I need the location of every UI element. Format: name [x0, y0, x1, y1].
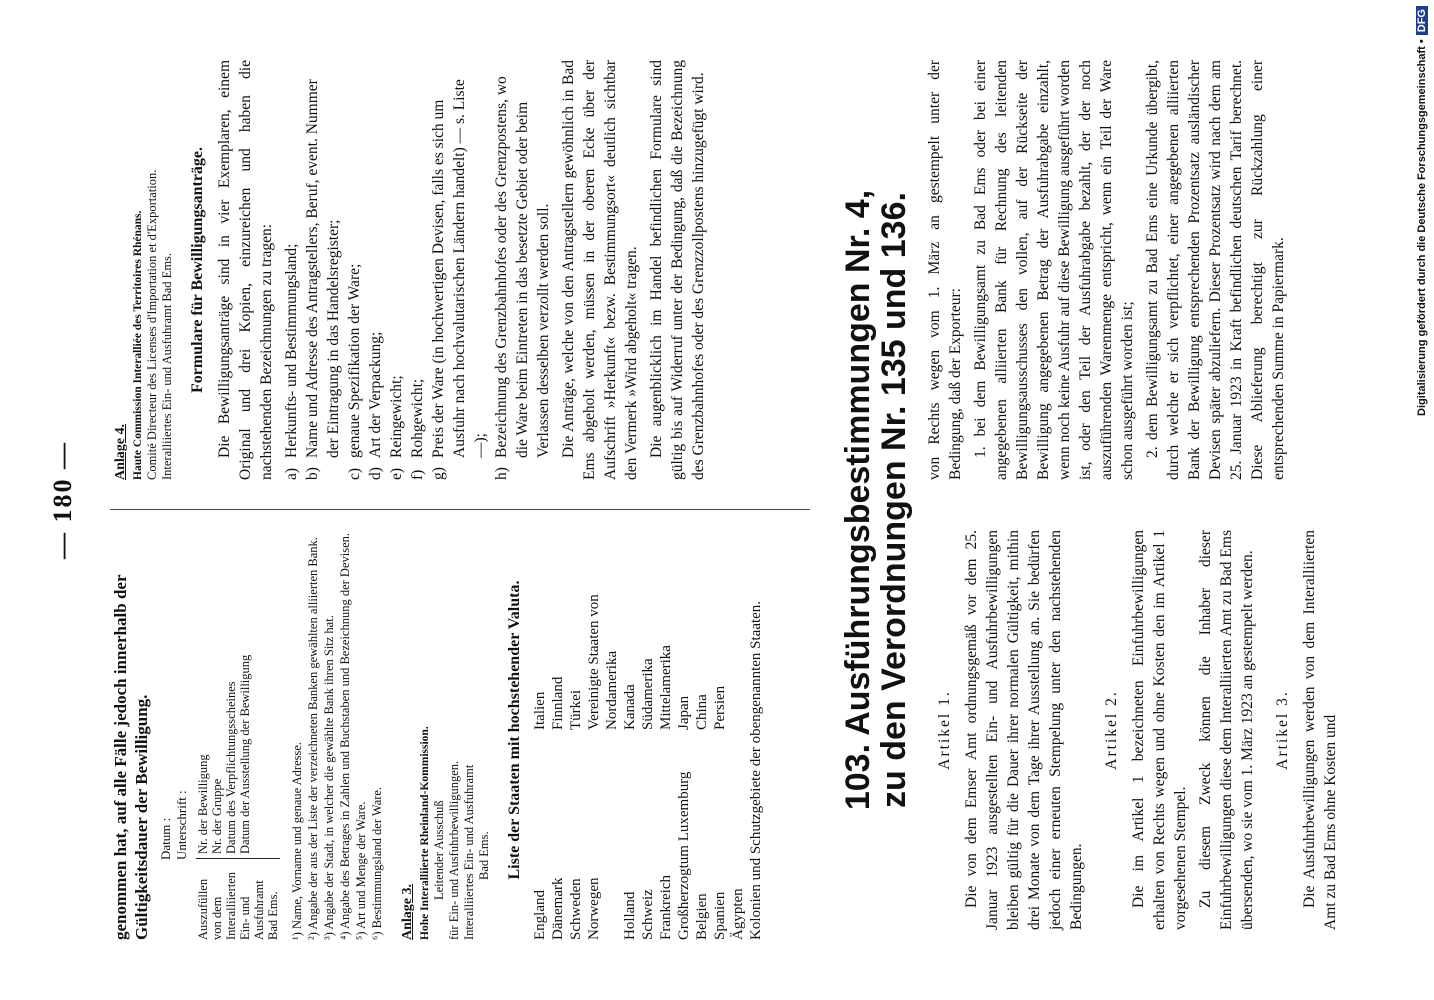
- article-text: von Rechts wegen vom 1. März an gestempelt unter der Bedingung, daß der Exporteur:: [926, 60, 964, 480]
- footnotes: [290, 520, 385, 940]
- anlage-4-header-line: Interalliiertes Ein- und Ausfuhramt Bad Ems.: [160, 252, 174, 480]
- country: Finnland: [550, 676, 566, 730]
- section-heading: [840, 60, 912, 940]
- list-text: Bezeichnung des Grenzbahnhofes oder des Grenzpostens, wo die Ware beim Eintreten in das besetzte Gebiet oder beim Verlassen desselben verzollt werden soll.: [493, 76, 552, 458]
- article-text: Zu diesem Zweck können die Inhaber dieser Einfuhrbewilligungen diese dem Interalliierten Amt zu Bad Ems übersenden, wo sie vom 1. März 1923 an gestempelt werden.: [1197, 530, 1256, 930]
- left-column-bottom: [920, 530, 1345, 930]
- datum-label: Datum :: [158, 817, 173, 860]
- office-use-grid: [196, 520, 280, 940]
- country: Spanien: [712, 891, 728, 940]
- section-heading-line: 103. Ausführungsbestimmungen Nr. 4,: [839, 189, 877, 811]
- country: China: [694, 694, 710, 730]
- list-text: Preis der Ware (in hochwertigen Devisen, falls es sich um Ausfuhr nach hochvalutarischen Ländern handelt) — s. Liste —);: [430, 79, 489, 458]
- field-label: Nr. der Gruppe: [210, 778, 224, 854]
- country: [729, 520, 747, 730]
- article-text: 2. dem Bewilligungsamt zu Bad Ems eine Urkunde übergibt, durch welche er sich verpflichtet, einer angegebenen alliierten Bank der Bewilligung entsprechenden Prozentsatz ausländischer Devisen später abzuliefern. Dieser Prozentsatz wird nach dem am 25. Januar 1923 in Kraft befindlichen deutschen Tarif berechnet. Diese Ablieferung berechtigt zur Rückzahlung einer entsprechenden Summe in Papiermark.: [1144, 60, 1287, 480]
- footnote: ⁵) Art und Menge der Ware.: [354, 801, 368, 940]
- list-item: [428, 60, 491, 480]
- country: Schweiz: [640, 889, 656, 940]
- country-list-heading: Liste der Staaten mit hochstehender Valuta.: [506, 580, 523, 880]
- footnote: ¹) Name, Vorname und genaue Adresse.: [290, 741, 304, 940]
- list-text: Herkunfts- und Bestimmungsland;: [283, 243, 300, 458]
- footnote: ⁴) Angabe des Betrages in Zahlen und Buchstaben und Bezeichnung der Devisen.: [338, 532, 352, 940]
- anlage-4-header-line: Haute Commission Interalliée des Territoires Rhénans.: [132, 210, 144, 480]
- country: Dänemark: [550, 877, 566, 940]
- section-heading-line: zu den Verordnungen Nr. 135 und 136.: [875, 192, 913, 808]
- column-divider: [110, 509, 810, 510]
- list-item: [491, 60, 554, 480]
- country: Vereinigte Staaten von Nordamerika: [586, 594, 620, 730]
- country: Ägypten: [730, 888, 746, 940]
- list-item: [407, 60, 428, 480]
- field-label: Datum des Verpflichtungsscheines: [224, 681, 238, 854]
- article-heading: Artikel 2.: [1103, 690, 1120, 770]
- dfg-note: [1416, 6, 1428, 996]
- list-text: Name und Adresse des Antragstellers, Beruf, event. Nummer der Eintragung in das Handelsregister;: [304, 79, 342, 458]
- office-use-label: Auszufüllen von dem Interalliierten Ein- und Ausfuhramt Bad Ems.: [196, 858, 280, 940]
- anlage-4-title: Anlage 4.: [113, 424, 128, 480]
- country: Belgien: [694, 893, 710, 940]
- country: Norwegen: [586, 877, 602, 940]
- country: England: [532, 890, 548, 940]
- country: Holland: [622, 891, 638, 940]
- list-text: Rohgewicht;: [409, 378, 426, 458]
- formulare-intro: Die Bewilligungsanträge sind in vier Exemplaren, einem Original und drei Kopien, einzureichen und haben die nachstehenden Bezeichnungen zu tragen:: [216, 60, 275, 480]
- list-key: c): [346, 467, 363, 480]
- country: Großherzogtum Luxemburg: [676, 771, 692, 940]
- anlage-3-header-line: Leitender Ausschuß: [432, 800, 446, 900]
- footnote: ⁶) Bestimmungsland der Ware.: [370, 786, 384, 940]
- country-list: [531, 520, 747, 940]
- right-column-bottom: [920, 60, 1293, 480]
- country: Japan: [676, 695, 692, 730]
- list-item: [302, 60, 344, 480]
- dfg-logo: DFG: [1416, 6, 1428, 35]
- list-key: g): [430, 467, 447, 480]
- formulare-heading: Formulare für Bewilligungsanträge.: [189, 146, 206, 394]
- list-item: [344, 60, 365, 480]
- anlage-4-header-line: Comité Directeur des Licenses d'Importation et d'Exportation.: [145, 169, 159, 480]
- list-key: d): [367, 467, 384, 480]
- list-text: genaue Spezifikation der Ware;: [346, 263, 363, 458]
- list-key: e): [388, 467, 405, 480]
- field-label: Datum der Ausstellung der Bewilligung: [238, 654, 252, 854]
- right-column-top: [110, 60, 713, 480]
- footnote: ²) Angabe der aus der Liste der verzeichneten Banken gewählten alliierten Bank.: [306, 537, 320, 940]
- left-column-top: [110, 520, 765, 940]
- article-text: Die Ausfuhrbewilligungen werden von dem Interalliierten Amt zu Bad Ems ohne Kosten und: [1301, 530, 1339, 930]
- article-text: Die von dem Emser Amt ordnungsgemäß vor dem 25. Januar 1923 ausgestellten Ein- und Ausfuhrbewilligungen bleiben gültig für die Dauer ihrer normalen Gültigkeit, mithin drei Monate von dem Tage ihrer Ausstellung an. Sie bedürfen jedoch einer erneuten Stempelung unter den nachstehenden Bedingungen.: [963, 530, 1085, 930]
- field-label: Nr. der Bewilligung: [196, 754, 210, 854]
- country: Türkei: [568, 690, 584, 730]
- dfg-note-text: Digitalisierung gefördert durch die Deutsche Forschungsgemeinschaft •: [1416, 39, 1428, 416]
- country: Frankreich: [658, 875, 674, 940]
- list-item: [281, 60, 302, 480]
- anlage-3-title: Anlage 3.: [400, 884, 415, 940]
- unterschrift-label: Unterschrift :: [174, 790, 189, 860]
- country: Südamerika: [640, 658, 656, 730]
- paragraph: Die augenblicklich im Handel befindlichen Formulare sind gültig bis auf Widerruf unter der Bedingung, daß die Bezeichnung des Grenzbahnhofes oder des Grenzzollpostens hinzugefügt wird.: [648, 60, 707, 480]
- country: Mittelamerika: [658, 645, 674, 730]
- dfg-sidebar: [1416, 6, 1430, 996]
- list-text: Reingewicht;: [388, 375, 405, 458]
- article-heading: Artikel 1.: [936, 690, 953, 770]
- list-item: [386, 60, 407, 480]
- country: Italien: [532, 691, 548, 730]
- country: Persien: [712, 685, 728, 730]
- anlage-3-header-line: Interalliiertes Ein- und Ausfuhramt: [462, 764, 476, 940]
- signature-block: [158, 520, 190, 900]
- office-use-fields: [196, 520, 280, 858]
- article-heading: Artikel 3.: [1274, 690, 1291, 770]
- list-key: h): [493, 467, 510, 480]
- colonies-line: Kolonien und Schutzgebiete der obengenannten Staaten.: [748, 600, 764, 940]
- intro-text: genommen hat, auf alle Fälle jedoch innerhalb der Gültigkeitsdauer der Bewilligung.: [111, 574, 151, 940]
- country: Kanada: [622, 684, 638, 730]
- list-text: Art der Verpackung;: [367, 331, 384, 458]
- footnote: ³) Angabe der Stadt, in welcher die gewählte Bank ihren Sitz hat.: [322, 615, 336, 940]
- list-item: [365, 60, 386, 480]
- anlage-3-header-line: Hohe Interalliierte Rheinland-Kommission.: [419, 726, 431, 940]
- anlage-3-header-line: Bad Ems.: [477, 831, 491, 880]
- article-text: 1. bei dem Bewilligungsamt zu Bad Ems oder bei einer angegebenen alliierten Bank für Rechnung des leitenden Bewilligungsausschusses den vollen, auf der Rückseite der Bewilligung angegebenen Betrag der Ausfuhrabgabe einzahlt, wenn noch keine Ausfuhr auf diese Bewilligung ausgeführt worden ist, oder den Teil der Ausfuhrabgabe bezahlt, der der noch auszuführenden Warenmenge entspricht, wenn ein Teil der Ware schon ausgeführt worden ist;: [972, 60, 1136, 480]
- country: Schweden: [568, 878, 584, 940]
- anlage-3-header-line: für Ein- und Ausfuhrbewilligungen.: [447, 760, 461, 940]
- list-key: a): [283, 467, 300, 480]
- page-number: — 180 —: [48, 441, 77, 559]
- list-key: f): [409, 469, 426, 480]
- list-key: b): [304, 467, 321, 480]
- article-text: Die im Artikel 1 bezeichneten Einfuhrbewilligungen erhalten von Rechts wegen und ohne Kosten den im Artikel 1 vorgesehenen Stempel.: [1130, 530, 1189, 930]
- paragraph: Die Anträge, welche von den Antragstellern gewöhnlich in Bad Ems abgeholt werden, müssen in der oberen Ecke über der Aufschrift »Herkunft« bezw. Bestimmungsort« deutlich sichtbar den Vermerk »Wird abgeholt« tragen.: [560, 60, 640, 480]
